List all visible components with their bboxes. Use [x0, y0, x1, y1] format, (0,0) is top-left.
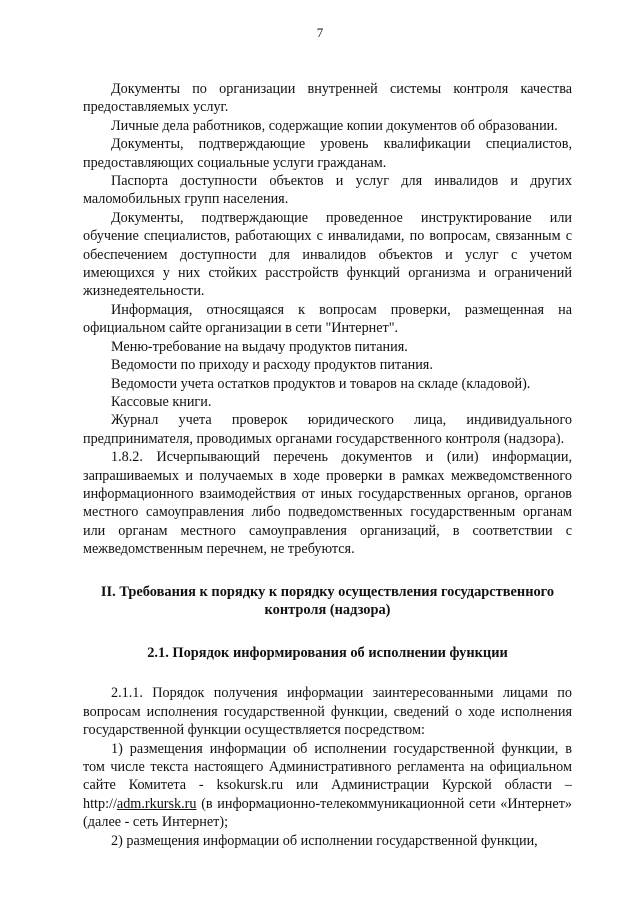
paragraph: 2.1.1. Порядок получения информации заинтересованными лицами по вопросам исполнения государственной функции, сведений о ходе исполнения государственной функции осуществляется посредством:: [83, 685, 572, 739]
paragraph: 2) размещения информации об исполнении государственной функции,: [111, 832, 538, 849]
paragraph: Журнал учета проверок юридического лица, индивидуального предпринимателя, проводимых органами государственного контроля (надзора).: [83, 412, 572, 447]
paragraph-text: (в информационно-телекоммуникационной сети «Интернет» (далее - сеть Интернет);: [83, 795, 572, 831]
page-number: 7: [316, 25, 324, 40]
subsection-heading: 2.1. Порядок информирования об исполнении функции: [147, 644, 508, 661]
document-body: [83, 80, 572, 850]
paragraph: Меню-требование на выдачу продуктов питания.: [111, 338, 408, 355]
paragraph: Личные дела работников, содержащие копии документов об образовании.: [111, 117, 558, 134]
paragraph: Документы по организации внутренней системы контроля качества предоставляемых услуг.: [83, 81, 572, 116]
paragraph: Информация, относящаяся к вопросам проверки, размещенная на официальном сайте организации в сети "Интернет".: [83, 301, 572, 337]
section-heading: II. Требования к порядку к порядку осуществления государственного контроля (надзора): [100, 583, 555, 619]
paragraph: Паспорта доступности объектов и услуг для инвалидов и других маломобильных групп населения.: [83, 173, 572, 208]
paragraph: Ведомости учета остатков продуктов и товаров на складе (кладовой).: [111, 375, 531, 392]
paragraph: 1.8.2. Исчерпывающий перечень документов и (или) информации, запрашиваемых и получаемых в ходе проверки в рамках межведомственного информационного взаимодействия от иных государственных органов, органов местного самоуправления либо подведомственных государственным органам или органам местного самоуправления организаций, в соответствии с межведомственным перечнем, не требуются.: [83, 449, 572, 558]
admin-site-link[interactable]: adm.rkursk.ru: [116, 795, 197, 812]
paragraph: Документы, подтверждающие проведенное инструктирование или обучение специалистов, работающих с инвалидами, по вопросам, связанным с обеспечением доступности для инвалидов объектов и услуг с учетом имеющихся у них стойких расстройств функций организма и ограничений жизнедеятельности.: [83, 209, 572, 300]
paragraph-with-link: [83, 740, 572, 832]
paragraph: Ведомости по приходу и расходу продуктов питания.: [111, 357, 433, 374]
paragraph: Кассовые книги.: [111, 393, 212, 410]
paragraph-text: 1) размещения информации об исполнении государственной функции, в том числе текста настоящего Административного регламента на официальном сайте Комитета - ksokursk.ru или Администрации Курской области – http://: [83, 740, 572, 812]
paragraph: Документы, подтверждающие уровень квалификации специалистов, предоставляющих социальные услуги гражданам.: [83, 136, 572, 171]
